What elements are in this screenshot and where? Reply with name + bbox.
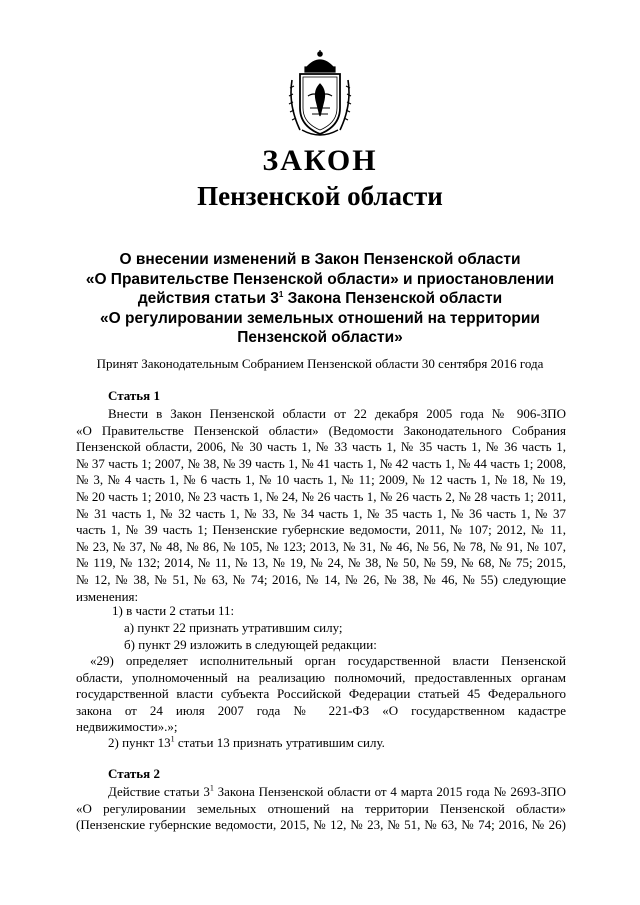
paragraph-line: № 119, № 132; 2014, № 11, № 13, № 19, № 24, № 38, № 50, № 59, № 68, № 75; 2015, xyxy=(76,555,566,571)
subject-line: «О Правительстве Пензенской области» и приостановлении xyxy=(85,270,555,288)
paragraph-line: № 31 часть 1, № 32 часть 1, № 33, № 34 часть 1, № 35 часть 1, № 36 часть 1, № 37 xyxy=(76,505,566,521)
quote-line: закона от 24 июля 2007 года № 221-ФЗ «О государственном кадастре xyxy=(76,702,566,718)
list-item: б) пункт 29 изложить в следующей редакции: xyxy=(124,637,377,652)
superscript: 1 xyxy=(278,289,284,299)
article-1-paragraph xyxy=(76,406,566,605)
paragraph-line: № 12, № 38, № 51, № 63, № 74; 2016, № 14, № 26, № 38, № 46, № 55) следующие xyxy=(76,571,566,587)
law-title: ЗАКОН xyxy=(262,144,378,177)
list-item xyxy=(108,735,385,751)
paragraph-line: Внести в Закон Пензенской области от 22 декабря 2005 года № 906-ЗПО xyxy=(108,406,566,421)
line-part: Действие статьи 3 xyxy=(108,784,210,799)
paragraph-line: (Пензенские губернские ведомости, 2015, № 12, № 23, № 51, № 63, № 74; 2016, № 26) xyxy=(76,817,566,833)
law-subject xyxy=(70,250,570,348)
paragraph-line: изменения: xyxy=(76,588,139,604)
list-item: 1) в части 2 статьи 11: xyxy=(112,603,235,618)
article-1-heading: Статья 1 xyxy=(108,388,160,403)
paragraph-line: Пензенской области, 2006, № 30 часть 1, № 33 часть 1, № 35 часть 1, № 36 часть 1, xyxy=(76,439,566,455)
subject-line-part: Закона Пензенской области xyxy=(283,290,503,307)
subject-line: Пензенской области» xyxy=(237,329,403,346)
line-part: Закона Пензенской области от 4 марта 2015 года № 2693-ЗПО xyxy=(213,784,566,799)
quote-line: недвижимости».»; xyxy=(76,719,178,735)
paragraph-line xyxy=(76,784,566,801)
quoted-amendment xyxy=(76,653,566,736)
article-2-paragraph xyxy=(76,784,566,834)
quote-line: области, уполномоченный на реализацию полномочий, предоставленных органам xyxy=(76,669,566,685)
paragraph-line: «О регулировании земельных отношений на территории Пензенской области» xyxy=(76,800,566,816)
paragraph-line: часть 1, № 39 часть 1; Пензенские губернские ведомости, 2011, № 107; 2012, № 11, xyxy=(76,522,566,538)
list-item: а) пункт 22 признать утратившим силу; xyxy=(124,620,343,635)
paragraph-line: «О Правительстве Пензенской области» (Ведомости Законодательного Собрания xyxy=(76,422,566,438)
superscript: 1 xyxy=(170,734,175,744)
paragraph-line: № 37 часть 1; 2007, № 38, № 39 часть 1, № 41 часть 1, № 42 часть 1, № 44 часть 1; 2008, xyxy=(76,455,566,471)
subject-line xyxy=(70,289,570,309)
paragraph-line: № 20 часть 1; 2010, № 23 часть 1, № 24, № 26 часть 1, № 26 часть 2, № 28 часть 1; 2011, xyxy=(76,488,566,504)
subject-line-part: действия статьи 3 xyxy=(137,290,279,307)
subject-line: «О регулировании земельных отношений на территории xyxy=(100,309,540,327)
adoption-note: Принят Законодательным Собранием Пензенской области 30 сентября 2016 года xyxy=(96,356,544,371)
subject-line: О внесении изменений в Закон Пензенской области xyxy=(119,251,521,268)
quote-line: «29) определяет исполнительный орган государственной власти Пензенской xyxy=(90,653,566,668)
region-title: Пензенской области xyxy=(197,181,443,211)
superscript: 1 xyxy=(209,783,214,793)
item-text: статьи 13 признать утратившим силу. xyxy=(174,735,385,750)
paragraph-line: № 23, № 37, № 48, № 86, № 105, № 123; 2013, № 31, № 46, № 56, № 78, № 91, № 107, xyxy=(76,538,566,554)
quote-line: государственной власти субъекта Российской Федерации статьей 45 Федерального xyxy=(76,686,566,702)
paragraph-line: № 3, № 4 часть 1, № 6 часть 1, № 10 часть 1, № 11; 2009, № 12 часть 1, № 18, № 19, xyxy=(76,472,566,488)
article-2-heading: Статья 2 xyxy=(108,766,160,781)
coat-of-arms-emblem xyxy=(286,50,354,138)
item-text: 2) пункт 13 xyxy=(108,735,171,750)
